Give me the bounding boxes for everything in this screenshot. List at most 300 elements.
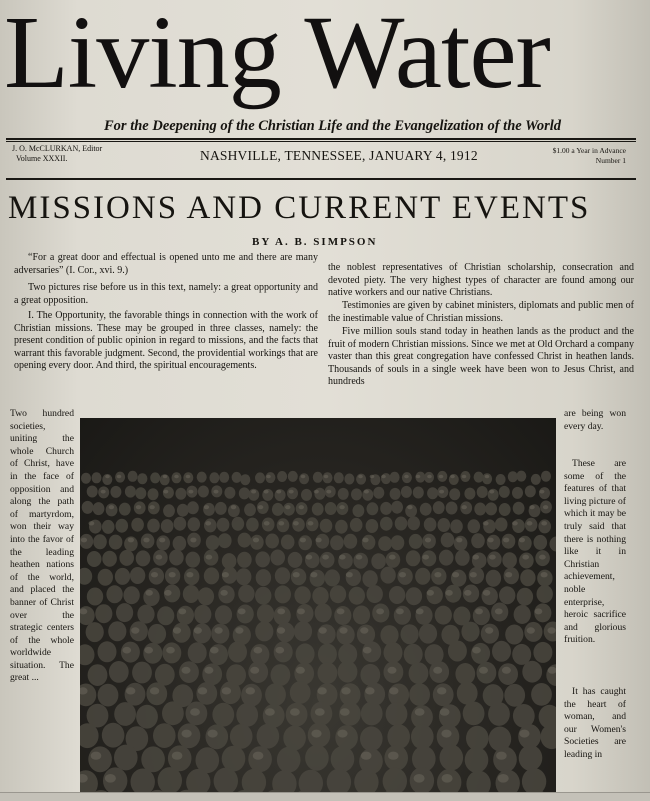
crowd-head [531,683,552,706]
crowd-head [450,519,463,533]
issue-volume: Volume XXXII. [16,154,68,163]
crowd-head-highlight [204,505,209,509]
crowd-head [380,567,395,584]
crowd-head [206,535,220,550]
crowd-head-highlight [541,572,548,577]
crowd-head-highlight [485,627,493,633]
crowd-head [305,552,320,568]
crowd-head-highlight [251,490,256,494]
crowd-head [525,485,536,497]
crowd-head-highlight [306,555,313,560]
crowd-head [98,684,119,707]
crowd-head-highlight [117,475,122,479]
crowd-head-highlight [319,627,327,633]
crowd-head [362,570,377,587]
crowd-head [82,501,94,514]
crowd-head [162,701,184,725]
crowd-head-highlight [322,555,329,560]
crowd-head [110,486,121,498]
crowd-head-highlight [205,521,211,525]
crowd-head-highlight [388,752,399,760]
crowd-head-highlight [316,538,322,543]
crowd-head-highlight [174,475,179,479]
crowd-head-highlight [264,521,270,525]
crowd-head [401,624,419,644]
crowd-head-highlight [337,608,345,614]
crowd-head-highlight [462,475,467,479]
crowd-head [353,606,370,625]
crowd-head [512,487,523,499]
crowd-head [338,661,358,683]
crowd-head-highlight [166,647,175,654]
crowd-head [283,726,306,751]
crowd-head [125,683,146,706]
crowd-head [188,517,201,531]
crowd-head [209,644,228,665]
crowd-head-highlight [341,687,350,694]
crowd-head [224,487,235,499]
crowd-head [493,747,517,773]
crowd-head [301,489,312,501]
crowd-head-highlight [131,627,139,633]
crowd-head [116,519,129,533]
crowd-head [391,501,403,514]
crowd-head-highlight [277,627,285,633]
crowd-head [194,605,211,624]
crowd-head [115,568,130,585]
crowd-head [238,585,254,603]
crowd-head [204,567,219,584]
crowd-head [488,702,510,726]
crowd-head [81,473,91,484]
crowd-head [310,570,325,587]
crowd-head-highlight [340,708,350,716]
crowd-head [109,535,123,550]
issue-editor-volume [12,144,102,164]
crowd-head [446,502,458,515]
crowd-head [237,605,254,624]
crowd-head-highlight [389,687,398,694]
crowd-head-highlight [123,647,132,654]
crowd-head [391,535,405,550]
crowd-head-highlight [422,555,429,560]
crowd-head [148,624,166,644]
crowd-head [148,488,159,500]
right-paragraph-2: Testimonies are given by cabinet ministers, diplomats and public men of the inestimable value of Christian missions. [328,300,634,324]
crowd-head-highlight [190,708,200,716]
crowd-head [169,550,184,566]
crowd-head [380,625,398,645]
crowd-head-highlight [389,555,396,560]
crowd-head-highlight [462,505,467,509]
crowd-head-highlight [496,752,507,760]
crowd-head [325,569,340,586]
crowd-head-highlight [433,667,442,674]
crowd-head [80,568,92,585]
crowd-head-highlight [452,572,459,577]
crowd-head [116,603,133,622]
crowd-head [125,486,136,498]
crowd-head [136,550,151,566]
crowd-head [188,642,207,663]
crowd-head-highlight [300,538,306,543]
crowd-head [435,606,452,625]
crowd-head [409,662,429,684]
crowd-head-highlight [427,475,432,479]
narrow-column-right-2: These are some of the features of that living picture of which it may be truly said that there is nothing like it in Christian achievement, noble enterprise, heroic sacrifice and glorious fruition. [564,458,626,646]
crowd-head-highlight [173,627,181,633]
crowd-head [471,533,485,548]
crowd-head [415,568,430,585]
crowd-head-highlight [360,627,368,633]
crowd-head-highlight [365,687,374,694]
crowd-head [367,585,383,603]
crowd-head [236,568,251,585]
crowd-head-highlight [505,572,512,577]
crowd-head [504,684,525,707]
crowd-head [109,661,129,683]
crowd-head [102,520,115,534]
crowd-head [335,520,348,534]
crowd-head [204,518,217,532]
crowd-head-highlight [149,505,154,509]
crowd-head-highlight [81,538,87,543]
crowd-head [499,486,510,498]
crowd-head [87,486,98,498]
crowd-head [457,682,478,705]
crowd-head [230,724,253,749]
crowd-head [522,661,542,683]
crowd-head-highlight [441,730,451,738]
crowd-head [277,747,301,773]
crowd-head [250,535,264,550]
crowd-head [320,519,333,533]
crowd-head [395,517,408,531]
crowd-head-highlight [178,608,186,614]
crowd-head-highlight [529,505,534,509]
crowd-head [351,488,362,500]
crowd-head-highlight [143,538,149,543]
crowd-head [419,624,437,644]
crowd-head-highlight [238,608,246,614]
crowd-head [466,726,489,751]
crowd-head [482,587,498,605]
crowd-head [360,726,383,751]
crowd-head-highlight [472,647,481,654]
crowd-head-highlight [396,608,404,614]
crowd-head [313,472,323,483]
crowd-head-highlight [186,475,191,479]
crowd-head [119,550,134,566]
crowd-head [464,488,475,500]
crowd-head [183,585,199,603]
crowd-head [136,705,158,729]
crowd-head [492,641,511,662]
crowd-head [366,519,379,533]
issue-place-date: NASHVILLE, TENNESSEE, JANUARY 4, 1912 [200,148,478,163]
crowd-head [433,683,454,706]
crowd-head [312,503,324,516]
crowd-head [147,519,160,533]
crowd-head [265,534,279,549]
crowd-head [102,723,125,748]
crowd-head-highlight [215,627,223,633]
crowd-head-highlight [416,608,424,614]
crowd-head-highlight [276,490,281,494]
crowd-head [158,767,182,794]
crowd-head [508,471,518,482]
crowd-head-highlight [231,505,236,509]
crowd-head-highlight [464,590,471,596]
crowd-head [239,487,250,499]
crowd-head [380,502,392,515]
crowd-head [240,474,250,485]
crowd-head [498,663,518,685]
crowd-head-highlight [445,590,452,596]
crowd-head [131,518,144,532]
crowd-head [277,518,290,532]
crowd-head-highlight [535,608,543,614]
crowd-head-highlight [128,538,134,543]
crowd-head-highlight [206,555,213,560]
crowd-head [512,519,525,533]
crowd-head [474,472,484,483]
crowd-head [541,471,551,482]
crowd-head [344,474,354,485]
crowd-head [505,625,523,645]
crowd-head [318,662,338,684]
crowd-head [380,517,393,531]
crowd-head-highlight [326,490,331,494]
crowd-head-highlight [442,774,453,783]
crowd-head-highlight [456,538,462,543]
crowd-head [275,585,291,603]
crowd-head [128,471,138,482]
crowd-head-highlight [258,505,263,509]
crowd-head [255,551,270,567]
crowd-head-highlight [101,490,106,494]
crowd-head [485,502,497,515]
crowd-head [163,504,175,517]
crowd-head [349,587,365,605]
crowd-head-highlight [503,538,509,543]
crowd-head-highlight [172,752,183,760]
crowd-head [206,724,229,749]
crowd-head [257,724,280,749]
crowd-head-highlight [136,505,141,509]
article-headline: MISSIONS AND CURRENT EVENTS [8,190,591,226]
crowd-head [203,503,215,516]
issue-rule [6,178,636,180]
crowd-head [367,502,379,515]
crowd-head-highlight [150,687,159,694]
crowd-head-highlight [541,521,547,525]
crowd-head [335,725,358,750]
crowd-head-highlight [290,708,300,716]
crowd-head-highlight [381,475,386,479]
crowd-head-highlight [434,572,441,577]
crowd-head-highlight [277,608,285,614]
crowd-head [487,535,501,550]
crowd-head [156,535,170,550]
crowd-head-highlight [539,490,544,494]
crowd-head [407,516,420,530]
crowd-head [449,488,460,500]
crowd-head-highlight [250,667,259,674]
crowd-head [386,552,401,568]
crowd-head [517,588,533,606]
crowd-head-highlight [485,475,490,479]
crowd-head [455,663,475,685]
crowd-head [255,587,271,605]
crowd-head-highlight [246,687,255,694]
crowd-head-highlight [483,590,490,596]
crowd-head [214,768,238,795]
crowd-head-highlight [169,572,176,577]
crowd-head-highlight [285,505,290,509]
crowd-head-highlight [475,608,483,614]
crowd-head [438,518,451,532]
crowd-head [394,606,411,625]
crowd-head [338,488,349,500]
crowd-head [150,472,160,483]
crowd-head [161,519,174,533]
crowd-head [119,503,131,516]
crowd-head [362,535,376,550]
crowd-head [80,644,95,665]
crowd-head [534,535,548,550]
crowd-head [114,745,138,771]
crowd-head [93,534,107,549]
crowd-head [513,502,525,515]
crowd-head [465,747,489,773]
crowd-head-highlight [437,687,446,694]
crowd-head-highlight [498,774,509,783]
crowd-head [495,518,508,532]
crowd-head-highlight [358,475,363,479]
crowd-head [390,472,400,483]
right-paragraph-1: the noblest representatives of Christian scholarship, consecration and devoted piety. The very highest types of character are found among our native workers and our native Christians. [328,262,634,298]
crowd-head-highlight [264,490,269,494]
narrow-column-left: Two hundred societies, uniting the whole Church of Christ, have in the face of opposition and along the path of martyrdom, won their way into the favor of the leading heathen nations of the world, and placed the banner of Christ over the strategic centers of the whole worldwide situation. The great ... [10,408,74,684]
crowd-head-highlight [182,667,191,674]
crowd-head [238,533,252,548]
crowd-head [270,550,285,566]
crowd-head [516,471,526,482]
masthead-rule [6,138,636,140]
crowd-head [520,569,535,586]
crowd-head [88,664,108,686]
crowd-head-highlight [308,521,314,525]
crowd-head-highlight [163,490,168,494]
crowd-head [427,487,438,499]
crowd-head [433,501,445,514]
crowd-head [102,551,117,567]
crowd-head [502,552,517,568]
crowd-head [296,643,315,664]
crowd-head [98,569,113,586]
crowd-head-highlight [310,572,317,577]
crowd-head-highlight [293,521,299,525]
crowd-head-highlight [126,687,135,694]
crowd-head-highlight [222,572,229,577]
crowd-head [371,553,386,569]
crowd-head-highlight [337,730,347,738]
crowd-head-highlight [210,647,219,654]
crowd-head-highlight [356,555,363,560]
crowd-head [114,702,136,726]
crowd-head [334,606,351,625]
crowd-head [496,474,506,485]
crowd-head-highlight [399,572,406,577]
crowd-head-highlight [296,667,305,674]
crowd-head-highlight [425,538,431,543]
crowd-head [441,533,455,548]
crowd-head-highlight [450,475,455,479]
crowd-head [256,569,271,586]
crowd-head [209,472,219,483]
issue-price-number [528,146,626,166]
crowd-head [272,503,284,516]
crowd-head [198,587,214,605]
crowd-head-highlight [512,521,518,525]
crowd-head-highlight [414,774,425,783]
crowd-head [222,553,237,569]
crowd-head [499,586,515,604]
crowd-head-highlight [548,627,556,633]
crowd-head [519,745,543,771]
crowd-head [513,704,535,728]
crowd-head [157,606,174,625]
crowd-head-highlight [489,490,494,494]
left-paragraph-1: “For a great door and effectual is opened unto me and there are many adversaries” (I. Cor., xvi. 9.) [14,252,318,276]
crowd-head-highlight [188,490,193,494]
crowd-head-highlight [527,521,533,525]
left-paragraph-3: I. The Opportunity, the favorable things in connection with the work of Christian missions. These may be grouped in three classes, namely: the present condition of public opinion in regard to missions, and the facts that warrant this favorable judgment. Second, the providential workings that are opening every door. And third, the spiritual encouragements. [14,310,318,371]
crowd-head [93,502,105,515]
crowd-head-highlight [299,505,304,509]
crowd-head [108,621,126,641]
crowd-head-highlight [439,475,444,479]
crowd-head [177,606,194,625]
crowd-head [499,503,511,516]
crowd-photo-heads [80,418,556,800]
crowd-head-highlight [105,475,110,479]
crowd-head [290,681,311,704]
crowd-head [228,642,247,663]
crowd-head-highlight [470,572,477,577]
crowd-head [193,623,211,643]
crowd-head [106,585,122,603]
crowd-head [132,662,152,684]
crowd-head [257,604,274,623]
crowd-head [175,488,186,500]
crowd-head-highlight [416,475,421,479]
crowd-head-highlight [543,505,548,509]
crowd-head-highlight [472,555,479,560]
crowd-head [202,663,222,685]
crowd-head [314,488,325,500]
crowd-head [312,587,328,605]
crowd-head-highlight [204,667,213,674]
masthead-rule-thin [6,141,636,142]
crowd-head-highlight [495,608,503,614]
crowd-head-highlight [502,667,511,674]
crowd-head-highlight [198,687,207,694]
crowd-head [155,664,175,686]
crowd-head [294,621,312,641]
right-paragraph-3: Five million souls stand today in heathen lands as the product and the fruit of modern Christian missions. Since we met at Old Orchard a company vaster than this great congregation have confessed Christ in heathen lands. Thousands of souls in a single week have been won to Jesus Christ, and hundreds [328,326,634,387]
